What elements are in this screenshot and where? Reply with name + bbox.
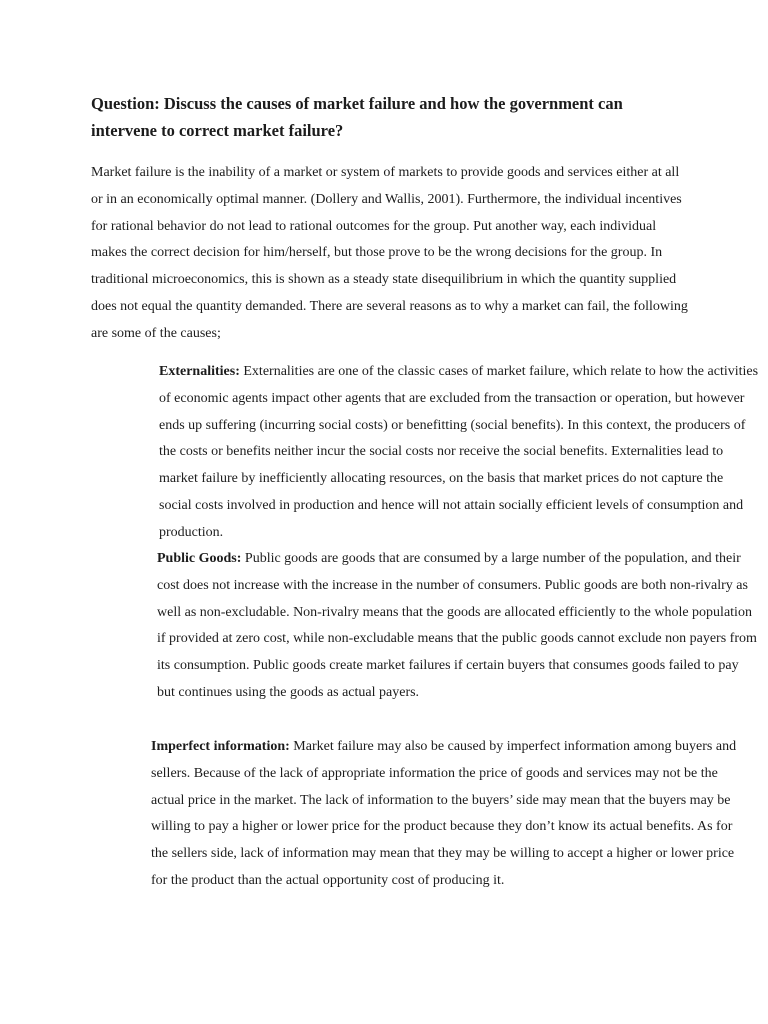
public-goods-text: Public goods are goods that are consumed by a large number of the population, and their cost does not increase with the increase in the number of consumers. Public goods are both non-rivalry as well as non-excludable. Non-rivalry means that the goods are allocated efficiently to the whole population if provided at zero cost, while non-excludable means that the public goods cannot exclude non payers from its consumption. Public goods create market failures if certain buyers that consumes goods failed to pay but continues using the goods as actual payers. [157,551,757,700]
externalities-paragraph [91,359,759,547]
imperfect-information-paragraph [91,734,751,895]
externalities-text: Externalities are one of the classic cases of market failure, which relate to how the activities of economic agents impact other agents that are excluded from the transaction or operation, but however ends up suffering (incurring social costs) or benefitting (social benefits). In this context, the producers of the costs or benefits neither incur the social costs nor receive the social benefits. Externalities lead to market failure by inefficiently allocating resources, on the basis that market prices do not capture the social costs involved in production and hence will not attain socially efficient levels of consumption and production. [159,364,759,540]
imperfect-information-term: Imperfect information: [151,739,290,754]
public-goods-term: Public Goods: [157,551,242,566]
intro-paragraph: Market failure is the inability of a market or system of markets to provide goods and services either at all or in an economically optimal manner. (Dollery and Wallis, 2001). Furthermore, the individual incentives for rational behavior do not lead to rational outcomes for the group. Put another way, each individual makes the correct decision for him/herself, but those prove to be the wrong decisions for the group. In traditional microeconomics, this is shown as a steady state disequilibrium in which the quantity supplied does not equal the quantity demanded. There are several reasons as to why a market can fail, the following are some of the causes; [91,165,688,341]
question-heading: Question: Discuss the causes of market failure and how the government can intervene to correct market failure? [91,94,623,140]
externalities-term: Externalities: [159,364,240,379]
public-goods-paragraph [91,546,757,707]
imperfect-information-text: Market failure may also be caused by imperfect information among buyers and sellers. Because of the lack of appropriate information the price of goods and services may not be the actual price in the market. The lack of information to the buyers’ side may mean that the buyers may be willing to pay a higher or lower price for the product because they don’t know its actual benefits. As for the sellers side, lack of information may mean that they may be willing to accept a higher or lower price for the product than the actual opportunity cost of producing it. [151,739,737,888]
